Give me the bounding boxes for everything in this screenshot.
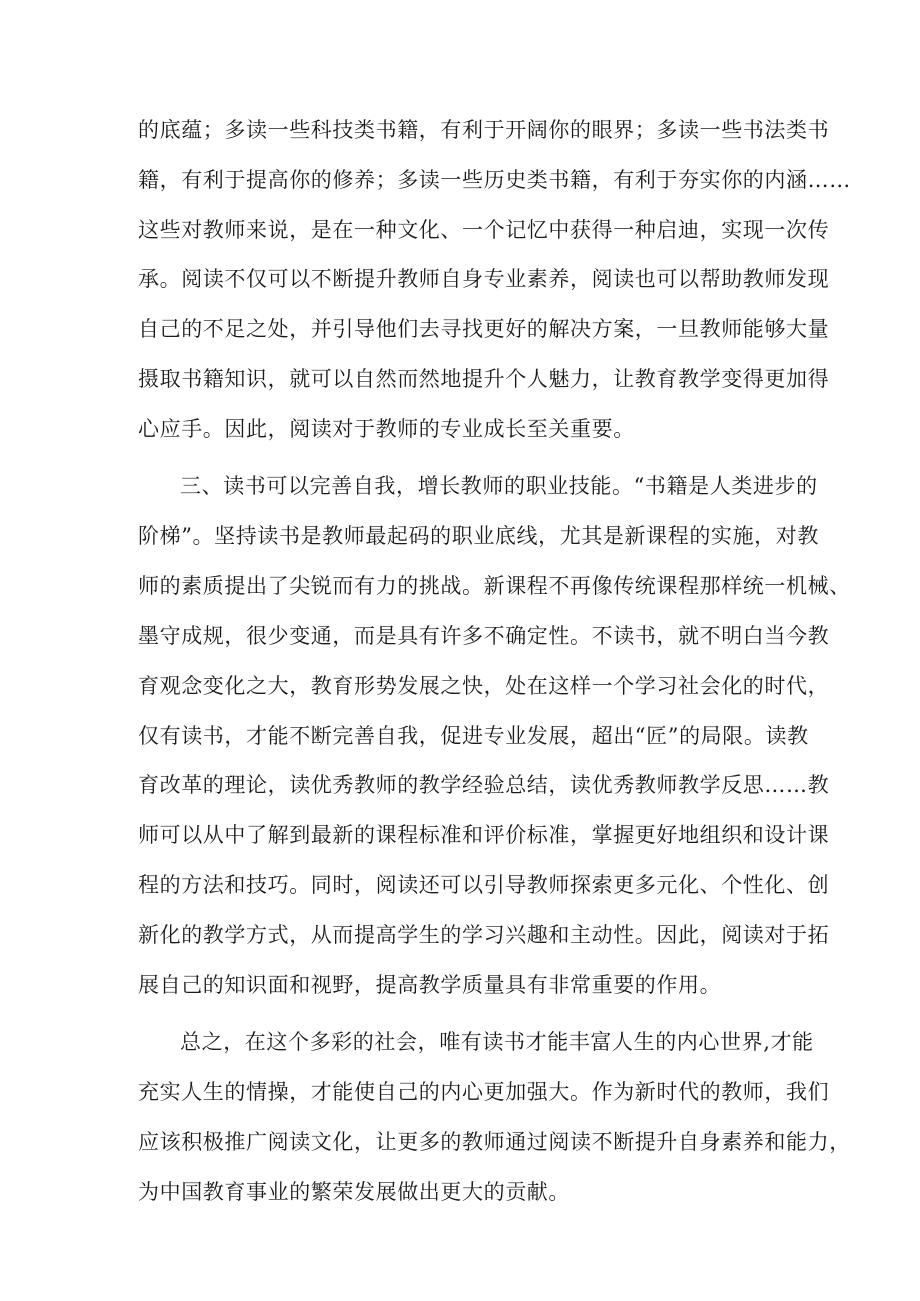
text-line: 程的方法和技巧。同时，阅读还可以引导教师探索更多元化、个性化、创 xyxy=(138,873,830,897)
text-line: 摄取书籍知识，就可以自然而然地提升个人魅力，让教育教学变得更加得 xyxy=(138,367,830,391)
text-line: 育观念变化之大，教育形势发展之快，处在这样一个学习社会化的时代， xyxy=(138,674,830,698)
text-line: 应该积极推广阅读文化，让更多的教师通过阅读不断提升自身素养和能力， xyxy=(138,1130,851,1154)
text-line: 育改革的理论，读优秀教师的教学经验总结，读优秀教师教学反思……教 xyxy=(138,773,830,797)
text-line: 籍，有利于提高你的修养；多读一些历史类书籍，有利于夯实你的内涵…… xyxy=(138,168,851,192)
text-line: 充实人生的情操，才能使自己的内心更加强大。作为新时代的教师，我们 xyxy=(138,1080,830,1104)
text-line: 师的素质提出了尖锐而有力的挑战。新课程不再像传统课程那样统一机械、 xyxy=(138,574,851,598)
text-line: 总之，在这个多彩的社会，唯有读书才能丰富人生的内心世界,才能 xyxy=(180,1030,814,1054)
text-line: 承。阅读不仅可以不断提升教师自身专业素养，阅读也可以帮助教师发现 xyxy=(138,267,830,291)
text-line: 的底蕴；多读一些科技类书籍，有利于开阔你的眼界；多读一些书法类书 xyxy=(138,118,830,142)
text-line: 阶梯”。坚持读书是教师最起码的职业底线，尤其是新课程的实施，对教 xyxy=(138,524,819,548)
text-line: 师可以从中了解到最新的课程标准和评价标准，掌握更好地组织和设计课 xyxy=(138,823,830,847)
text-line: 三、读书可以完善自我，增长教师的职业技能。“书籍是人类进步的 xyxy=(180,474,818,498)
text-line: 仅有读书，才能不断完善自我，促进专业发展，超出“匠”的局限。读教 xyxy=(138,724,809,748)
text-line: 展自己的知识面和视野，提高教学质量具有非常重要的作用。 xyxy=(138,973,722,997)
text-line: 这些对教师来说，是在一种文化、一个记忆中获得一种启迪，实现一次传 xyxy=(138,218,830,242)
text-line: 新化的教学方式，从而提高学生的学习兴趣和主动性。因此，阅读对于拓 xyxy=(138,923,830,947)
text-line: 墨守成规，很少变通，而是具有许多不确定性。不读书，就不明白当今教 xyxy=(138,624,830,648)
text-line: 为中国教育事业的繁荣发展做出更大的贡献。 xyxy=(138,1180,570,1204)
text-line: 心应手。因此，阅读对于教师的专业成长至关重要。 xyxy=(138,417,635,441)
text-line: 自己的不足之处，并引导他们去寻找更好的解决方案，一旦教师能够大量 xyxy=(138,317,830,341)
